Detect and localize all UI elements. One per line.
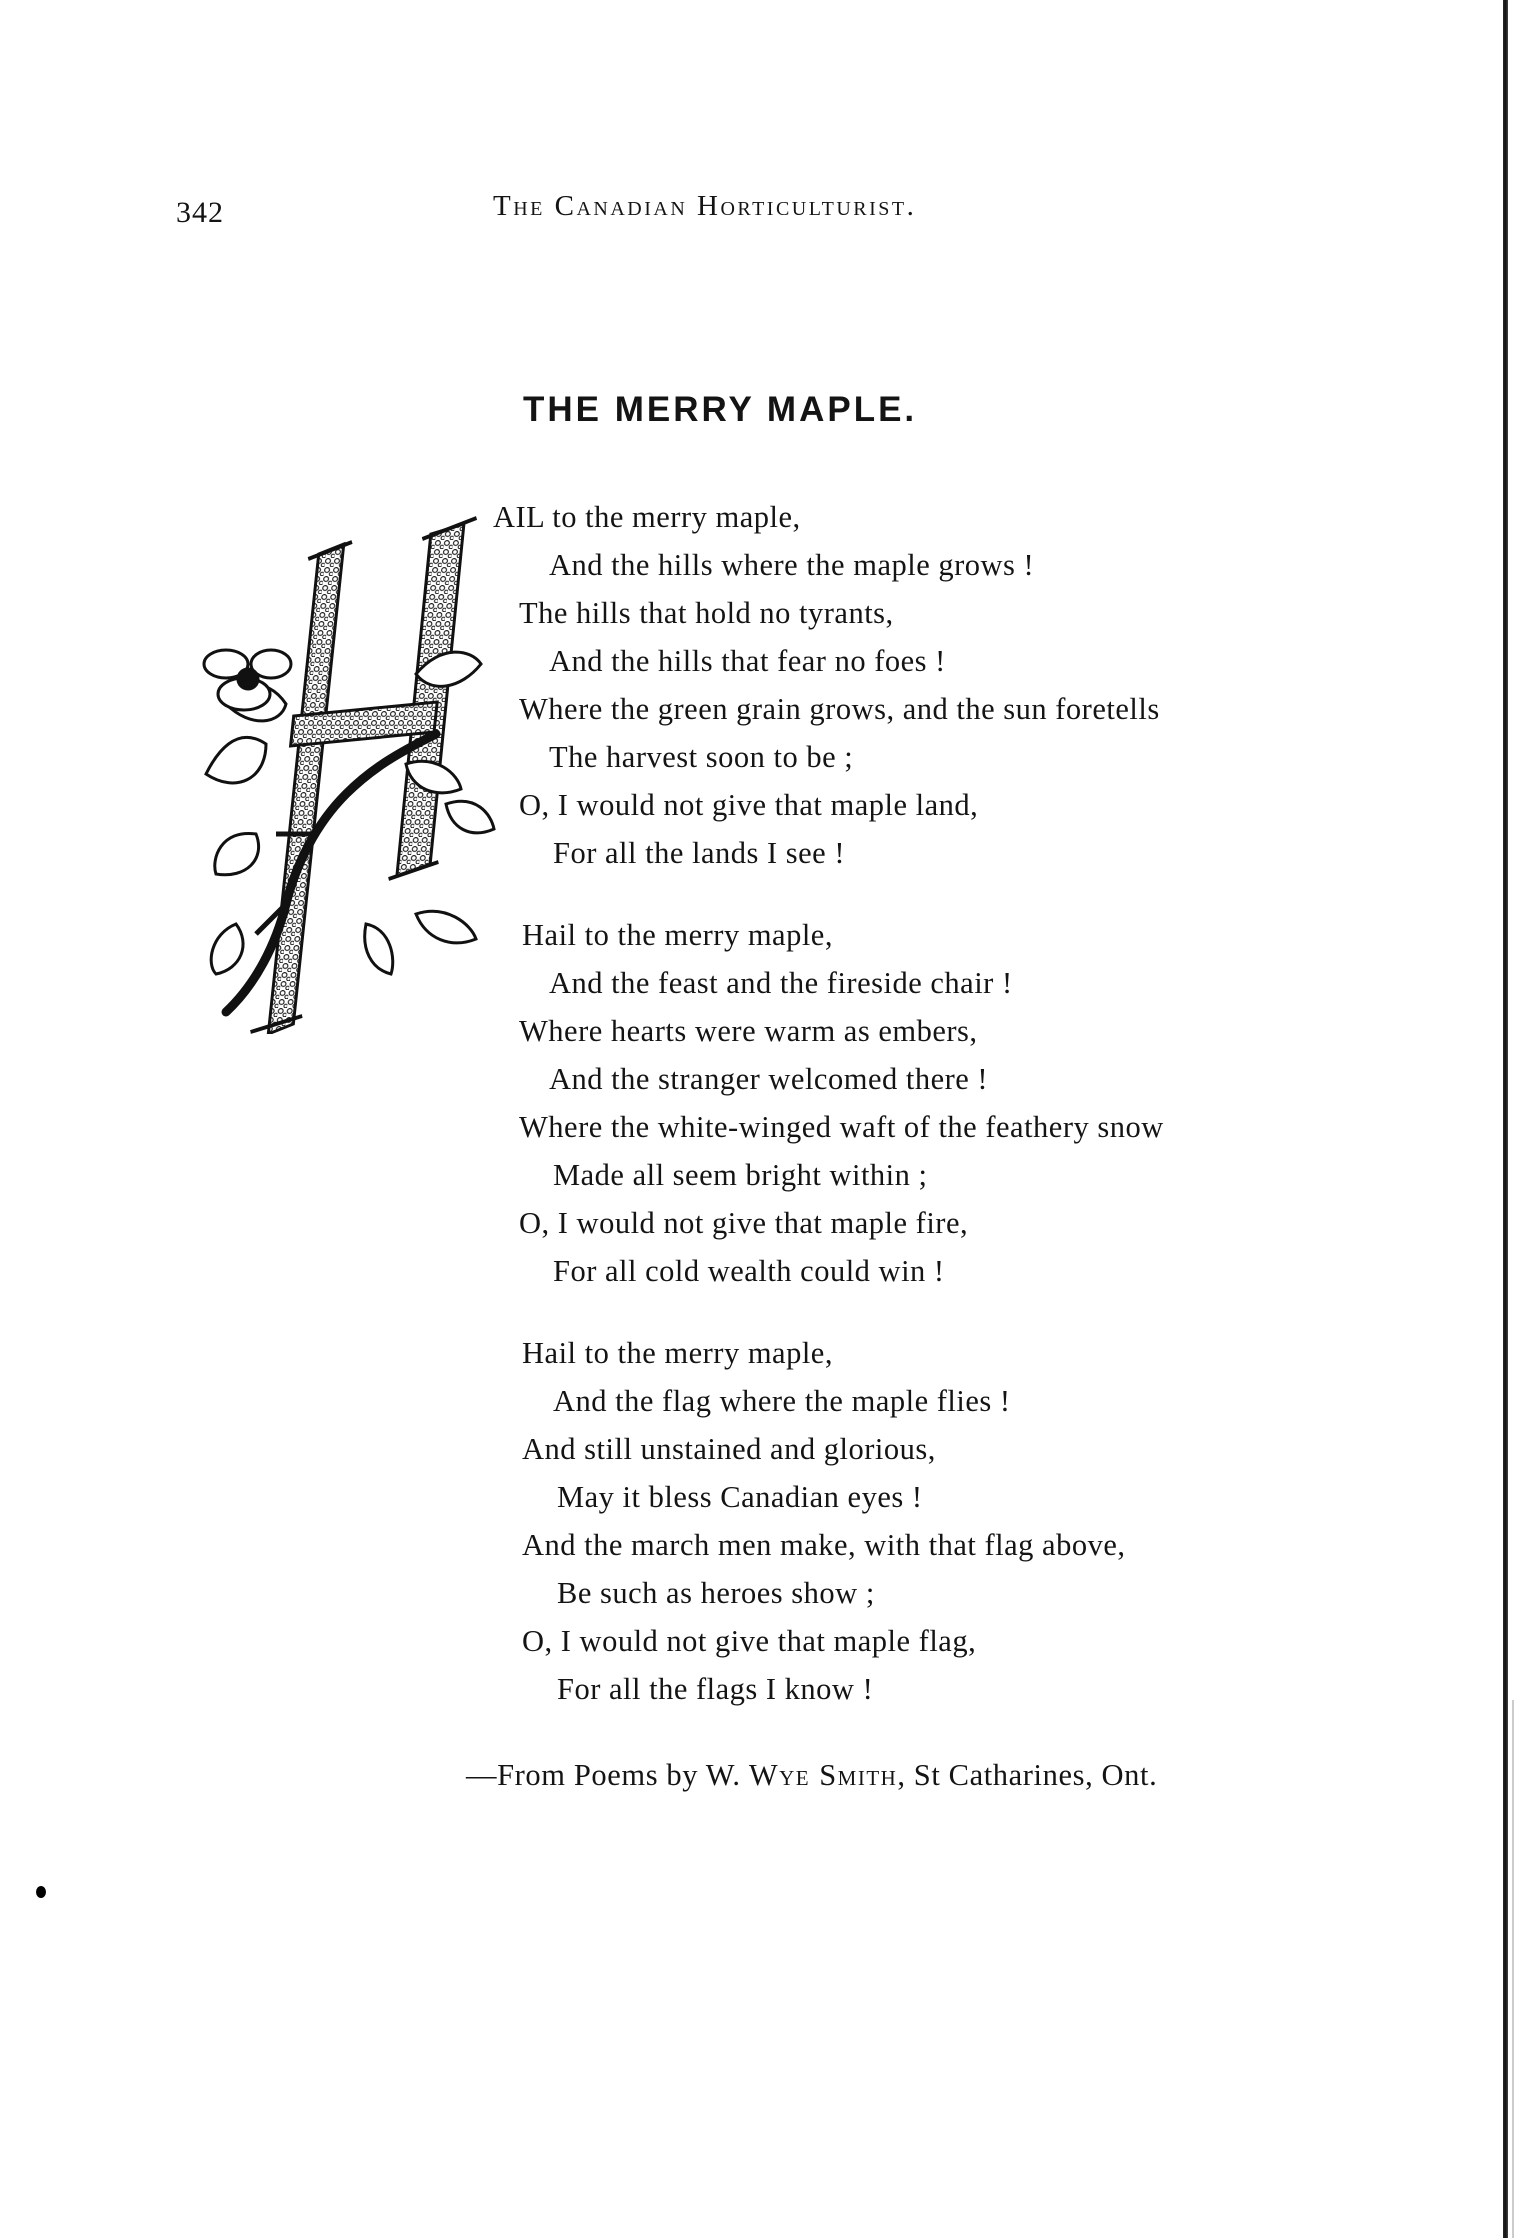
poem-line: And the march men make, with that flag above, [522, 1528, 1126, 1562]
poem-line: Where hearts were warm as embers, [519, 1014, 978, 1048]
attribution-author: Wye Smith [748, 1758, 898, 1792]
page-number: 342 [176, 196, 224, 229]
page-edge-line [1503, 0, 1508, 2238]
attribution-prefix: —From Poems by W. [466, 1758, 749, 1792]
poem-line: And the feast and the fireside chair ! [549, 966, 1013, 1000]
poem-line: And the flag where the maple flies ! [553, 1384, 1011, 1418]
poem-line: And the stranger welcomed there ! [549, 1062, 989, 1096]
poem-title: THE MERRY MAPLE. [523, 390, 918, 429]
poem-line: For all cold wealth could win ! [553, 1254, 945, 1288]
page-edge-line-faint [1512, 1700, 1514, 2238]
poem-line: Where the white-winged waft of the feathery snow [519, 1110, 1164, 1144]
poem-line: O, I would not give that maple land, [519, 788, 979, 822]
poem-line: O, I would not give that maple flag, [522, 1624, 977, 1658]
ink-speck [36, 1886, 46, 1898]
poem-line: Hail to the merry maple, [522, 1336, 833, 1370]
poem-line: O, I would not give that maple fire, [519, 1206, 969, 1240]
poem-line: And the hills that fear no foes ! [549, 644, 946, 678]
poem-line: And the hills where the maple grows ! [549, 548, 1035, 582]
poem-line: AIL to the merry maple, [493, 500, 801, 534]
poem-line: Hail to the merry maple, [522, 918, 833, 952]
poem-line: Be such as heroes show ; [557, 1576, 875, 1610]
poem-line: For all the flags I know ! [557, 1672, 874, 1706]
poem-line: And still unstained and glorious, [522, 1432, 936, 1466]
ornamental-initial-h-with-foliage-icon [196, 504, 496, 1034]
poem-line: Made all seem bright within ; [553, 1158, 928, 1192]
poem-line: The hills that hold no tyrants, [519, 596, 894, 630]
attribution-suffix: , St Catharines, Ont. [897, 1758, 1158, 1792]
poem-attribution [466, 1758, 1157, 1793]
poem-line: May it bless Canadian eyes ! [557, 1480, 923, 1514]
poem-line: For all the lands I see ! [553, 836, 846, 870]
poem-line: Where the green grain grows, and the sun foretells [519, 692, 1160, 726]
running-title: The Canadian Horticulturist. [493, 190, 917, 222]
poem-line: The harvest soon to be ; [549, 740, 854, 774]
